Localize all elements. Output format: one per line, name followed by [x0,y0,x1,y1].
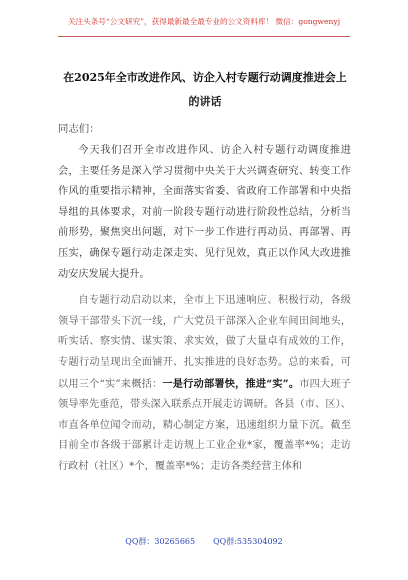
header-divider [58,36,350,37]
footer-qq-group-2: QQ群:535304092 [213,537,283,546]
paragraph-2-emphasis: 一是行动部署快，推进“实”。 [162,377,300,390]
document-title: 在2025年全市改进作风、访企入村专题行动调度推进会上的讲话 [63,71,347,108]
paragraph-2-rest: 市四大班子领导率先垂范，带头深入联系点开展走访调研。各县（市、区）、市直各单位闻令而动，精心制定方案，迅速组织力量下沉。截至目前全市各级干部累计走访规上工业企业*家，覆盖率*%；走访行政村（社区）*个，覆盖率*%；走访各类经营主体和 [58,378,351,472]
paragraph-1: 今天我们召开全市改进作风、访企入村专题行动调度推进会，主要任务是深入学习贯彻中央关于大兴调查研究、转变工作作风的重要指示精神，全面落实省委、省政府工作部署和中央指导组的具体要求，对前一阶段专题行动进行阶段性总结，分析当前形势，聚焦突出问题，对下一步工作进行再动员、再部署、再压实，确保专题行动走深走实、见行见效，真正以作风大改进推动安庆发展大提升。 [58,145,351,280]
footer-qq-group-1: QQ群：30265665 [125,537,196,546]
paragraph-2 [58,291,351,477]
salutation: 同志们： [58,123,100,135]
header-banner: 关注头条号“公文研究”，获得最新最全最专业的公文资料库！ 微信：gongwenyj [67,17,341,26]
paragraph-2-lead: 自专题行动启动以来，全市上下迅速响应、积极行动，各级领导干部带头下沉一线，广大党员干部深入企业车间田间地头，听实话、察实情、谋实策、求实效，做了大量卓有成效的工作，专题行动呈现出全面铺开、扎实推进的良好态势。总的来看，可以用三个“实”来概括： [58,295,351,390]
footer [0,536,408,547]
document-body [58,141,351,484]
